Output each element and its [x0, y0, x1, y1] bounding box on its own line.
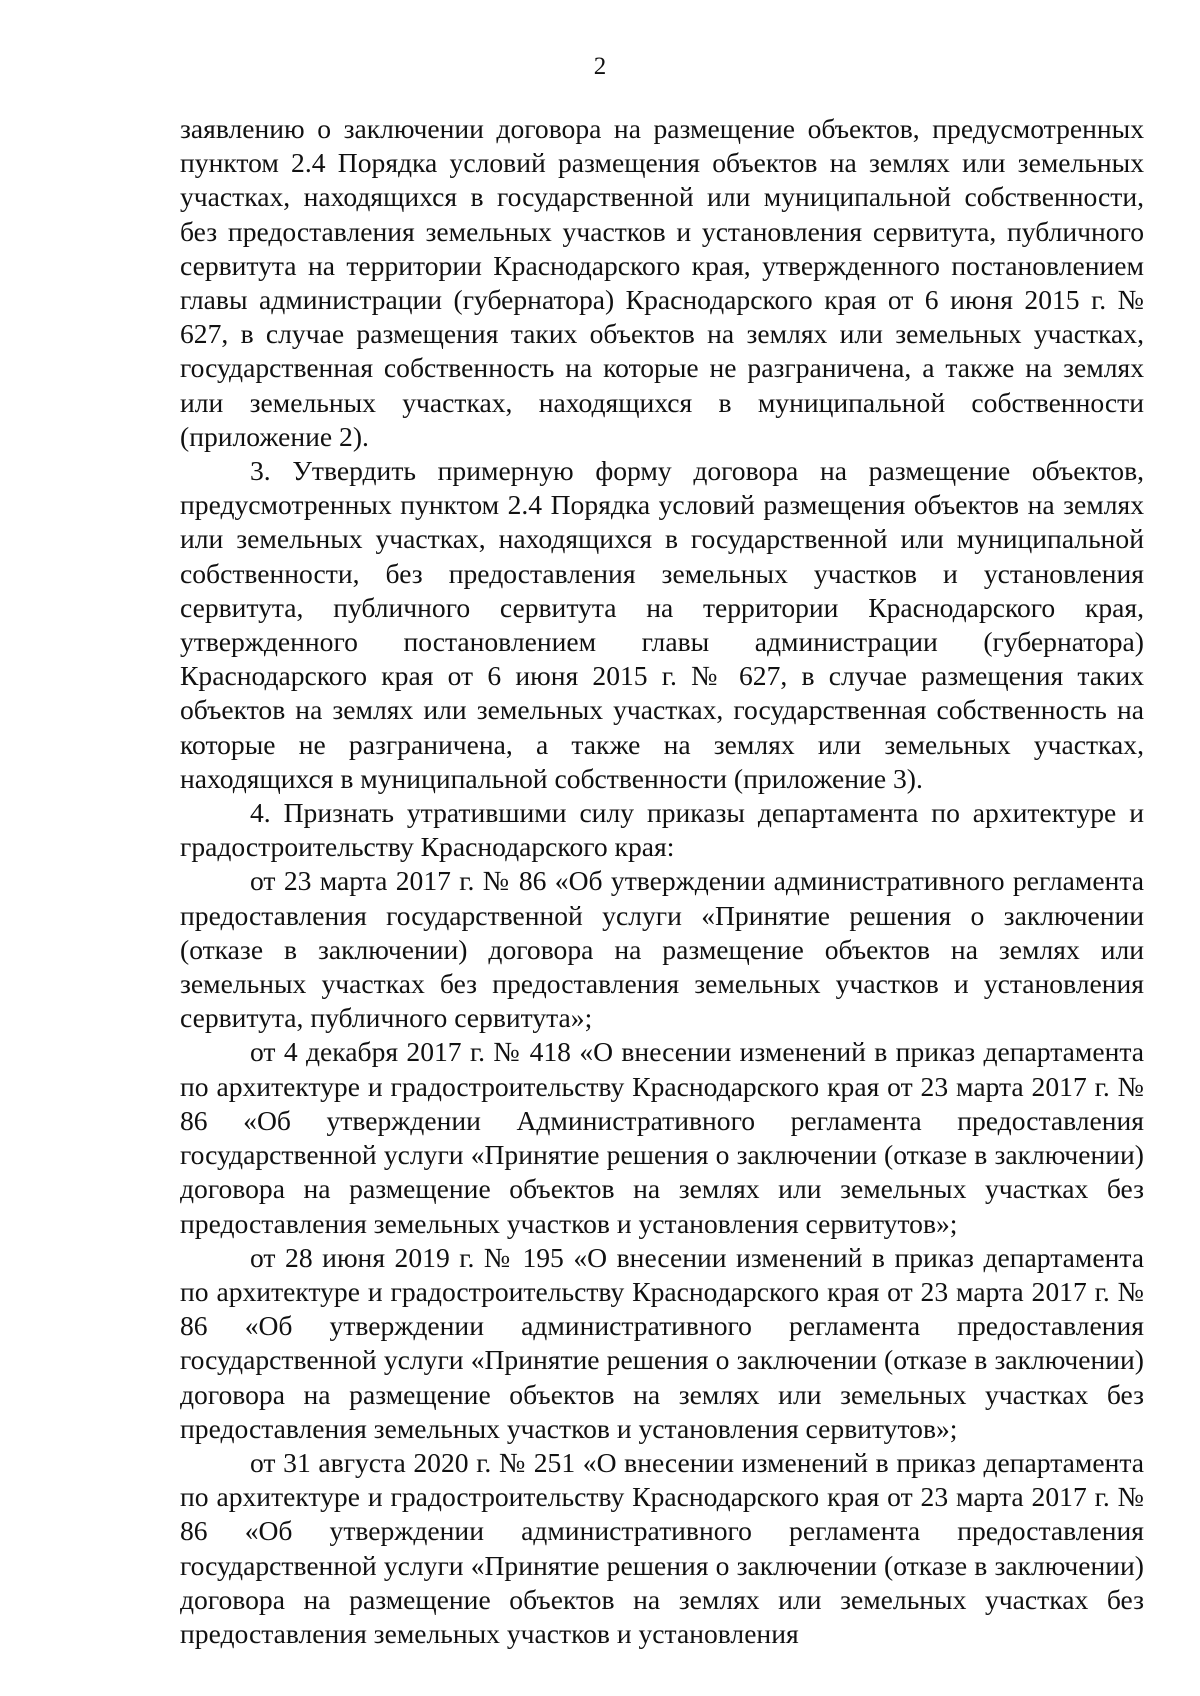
- paragraph-item-4: 4. Признать утратившими силу приказы департамента по архитектуре и градостроительству Краснодарского края:: [180, 797, 1144, 863]
- page-number: 2: [593, 53, 607, 80]
- paragraph-item-3: 3. Утвердить примерную форму договора на размещение объектов, предусмотренных пунктом 2.4 Порядка условий размещения объектов на землях или земельных участках, находящихся в государственной или муниципальной собственности, без предоставления земельных участков и установления сервитута, публичного сервитута на территории Краснодарского края, утвержденного постановлением главы администрации (губернатора) Краснодарского края от 6 июня 2015 г. № 627, в случае размещения таких объектов на землях или земельных участках, государственная собственность на которые не разграничена, а также на землях или земельных участках, находящихся в муниципальной собственности (приложение 3).: [180, 455, 1144, 794]
- paragraph-item-2-continuation: заявлению о заключении договора на размещение объектов, предусмотренных пунктом 2.4 Порядка условий размещения объектов на землях или земельных участках, находящихся в государственной или муниципальной собственности, без предоставления земельных участков и установления сервитута, публичного сервитута на территории Краснодарского края, утвержденного постановлением главы администрации (губернатора) Краснодарского края от 6 июня 2015 г. № 627, в случае размещения таких объектов на землях или земельных участках, государственная собственность на которые не разграничена, а также на землях или земельных участках, находящихся в муниципальной собственности (приложение 2).: [180, 113, 1144, 452]
- document-body: [180, 112, 1144, 1651]
- paragraph-order-2017-86: от 23 марта 2017 г. № 86 «Об утверждении административного регламента предоставления государственной услуги «Принятие решения о заключении (отказе в заключении) договора на размещение объектов на землях или земельных участках без предоставления земельных участков и установления сервитута, публичного сервитута»;: [180, 865, 1144, 1034]
- paragraph-order-2019-195: от 28 июня 2019 г. № 195 «О внесении изменений в приказ департамента по архитектуре и градостроительству Краснодарского края от 23 марта 2017 г. № 86 «Об утверждении административного регламента предоставления государственной услуги «Принятие решения о заключении (отказе в заключении) договора на размещение объектов на землях или земельных участках без предоставления земельных участков и установления сервитутов»;: [180, 1241, 1144, 1444]
- paragraph-order-2017-418: от 4 декабря 2017 г. № 418 «О внесении изменений в приказ департамента по архитектуре и градостроительству Краснодарского края от 23 марта 2017 г. № 86 «Об утверждении Административного регламента предоставления государственной услуги «Принятие решения о заключении (отказе в заключении) договора на размещение объектов на землях или земельных участках без предоставления земельных участков и установления сервитутов»;: [180, 1036, 1144, 1239]
- paragraph-order-2020-251: от 31 августа 2020 г. № 251 «О внесении изменений в приказ департамента по архитектуре и градостроительству Краснодарского края от 23 марта 2017 г. № 86 «Об утверждении административного регламента предоставления государственной услуги «Принятие решения о заключении (отказе в заключении) договора на размещение объектов на землях или земельных участках без предоставления земельных участков и установления: [180, 1446, 1144, 1649]
